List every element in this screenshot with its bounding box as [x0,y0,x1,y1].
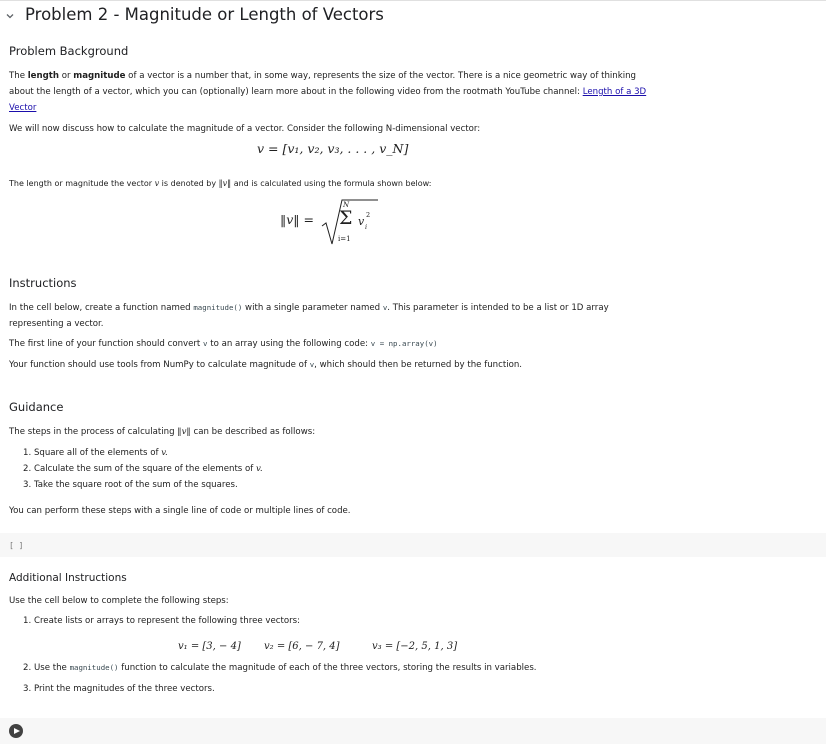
instructions-paragraph-2: The first line of your function should convert v to an array using the following code: v = np.array(v) [9,339,438,349]
vector-equation: v = [v₁, v₂, v₃, . . . , v_N] [257,141,409,156]
guidance-step-1: 1. Square all of the elements of v. [23,448,168,458]
instructions-paragraph-1: In the cell below, create a function named magnitude() with a single parameter named v. This parameter is intended to be a list or 1D array representing a vector. [9,303,609,329]
background-paragraph-3: The length or magnitude the vector v is denoted by ‖v‖ and is calculated using the formula shown below: [9,179,432,188]
code-cell[interactable] [0,533,826,557]
additional-instructions-heading: Additional Instructions [9,572,127,584]
additional-step-1: 1. Create lists or arrays to represent the following three vectors: [23,616,301,626]
guidance-step-2: 2. Calculate the sum of the square of the elements of v. [23,464,263,474]
cell-prompt: [ ] [9,541,24,550]
additional-step-3: 3. Print the magnitudes of the three vectors. [23,684,215,694]
additional-intro: Use the cell below to complete the following steps: [9,596,229,606]
problem-background-heading: Problem Background [9,44,129,58]
section-title: Problem 2 - Magnitude or Length of Vectors [25,5,384,24]
instructions-paragraph-3: Your function should use tools from NumPy to calculate magnitude of v, which should then be returned by the function. [9,360,523,370]
top-divider [0,0,826,1]
run-cell[interactable] [0,718,826,744]
guidance-heading: Guidance [9,400,64,414]
run-cell-icon[interactable] [9,724,23,738]
additional-step-2: 2. Use the magnitude() function to calculate the magnitude of each of the three vectors, storing the results in variables. [23,663,537,673]
length-of-3d-vector-link[interactable]: Length of a 3D Vector [9,87,647,113]
guidance-intro: The steps in the process of calculating ‖v‖ can be described as follows: [9,427,316,437]
chevron-down-icon[interactable] [6,12,14,20]
background-paragraph-1: The length or magnitude of a vector is a number that, in some way, represents the size of the vector. There is a nice geometric way of thinking about the length of a vector, which you can (optionally) learn more about in the following video from the rootmath YouTube channel: Length of a 3D Vector [9,71,647,113]
guidance-closing: You can perform these steps with a single line of code or multiple lines of code. [9,506,351,516]
guidance-step-3: 3. Take the square root of the sum of the squares. [23,480,238,490]
instructions-heading: Instructions [9,276,77,290]
background-paragraph-2: We will now discuss how to calculate the magnitude of a vector. Consider the following N-dimensional vector: [9,124,481,134]
